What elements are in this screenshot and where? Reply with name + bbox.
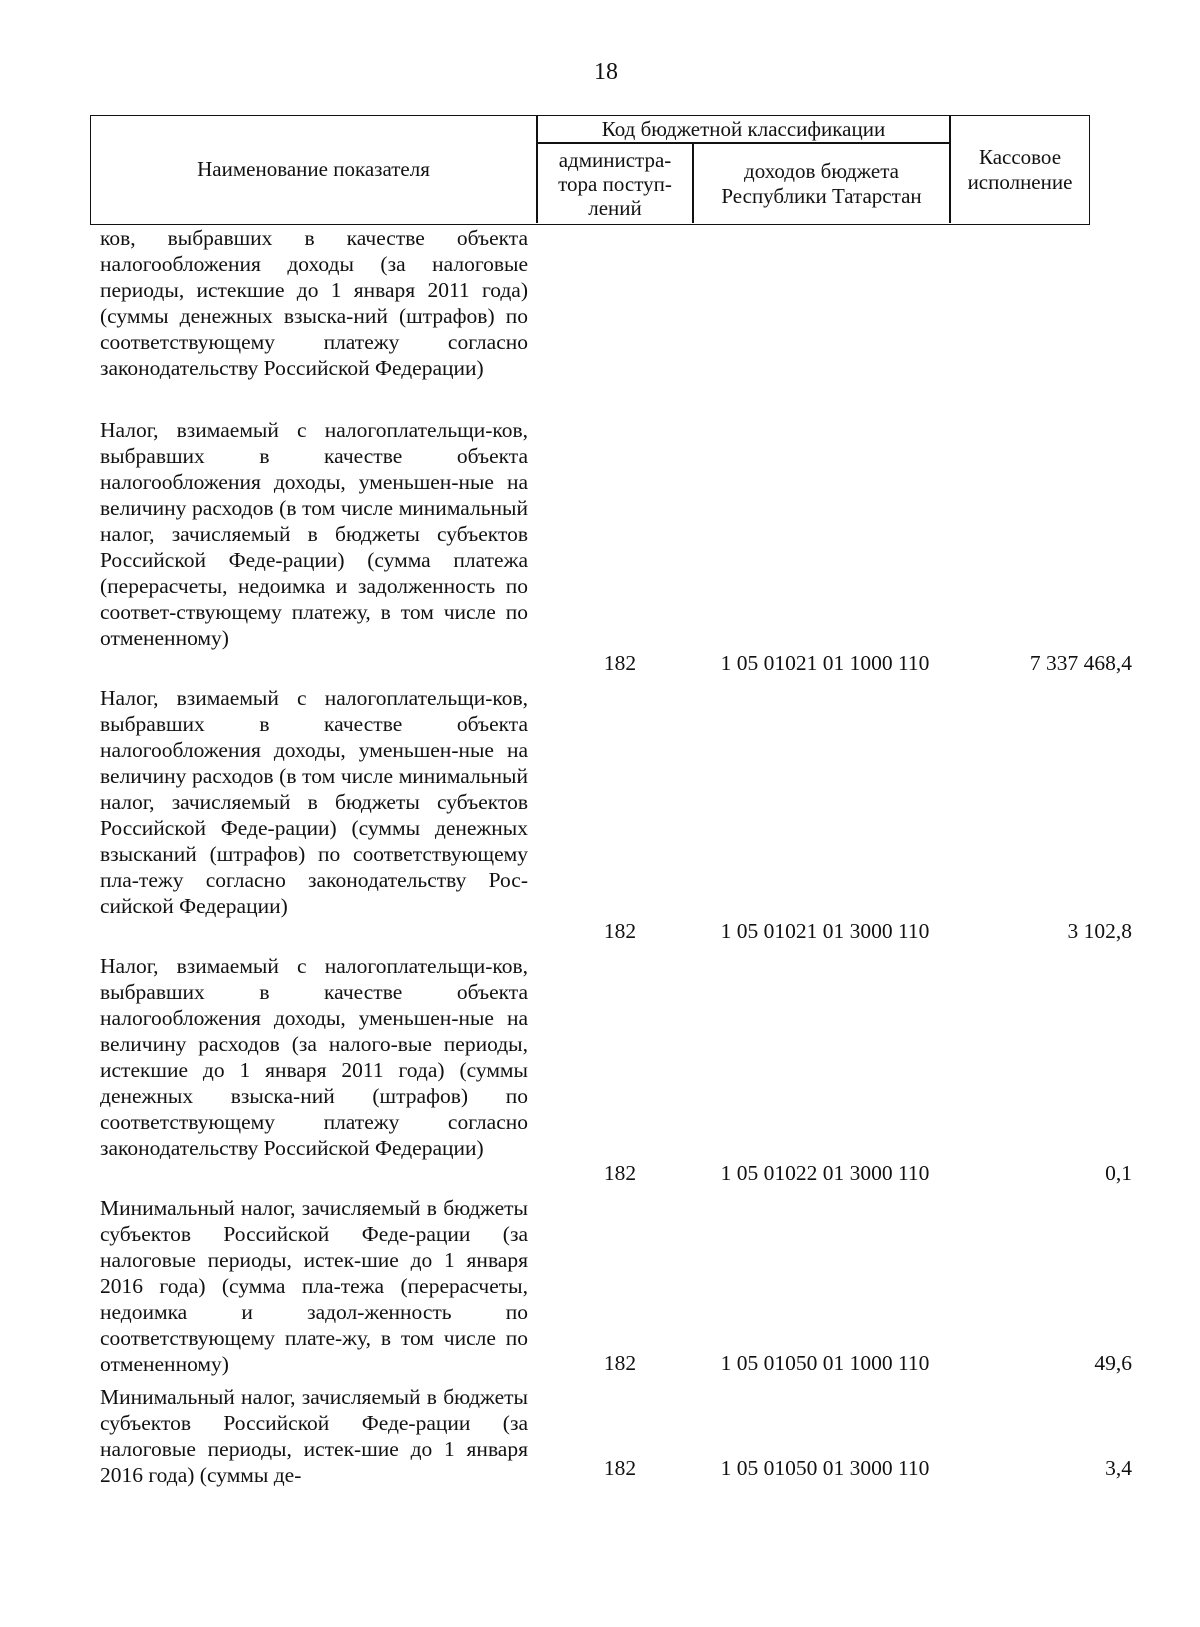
table-cell-income-code: 1 05 01021 01 3000 110 [720,919,930,943]
table-cell-administrator: 182 [603,651,637,675]
table-cell-amount: 0,1 [1105,1161,1132,1185]
table-cell-amount: 3,4 [1105,1456,1132,1480]
header-budget-classification: Код бюджетной классификации [601,116,886,141]
header-cash-execution: Кассовое исполнение [967,144,1073,194]
page-number: 18 [594,59,618,85]
table-cell-income-code: 1 05 01021 01 1000 110 [720,651,930,675]
table-row-description: Минимальный налог, зачисляемый в бюджеты субъектов Российской Феде-рации (за налоговые периоды, истек-шие до 1 января 2016 года) (сумма пла-тежа (перерасчеты, недоимка и задол-женность по соответствующему плате-жу, в том числе по отмененному) [100,1196,528,1376]
header-administrator: администра- тора поступ- лений [558,147,672,220]
table-cell-income-code: 1 05 01050 01 3000 110 [720,1456,930,1480]
table-row-description: ков, выбравших в качестве объекта налогообложения доходы (за налоговые периоды, истекшие до 1 января 2011 года) (суммы денежных взыска-ний (штрафов) по соответствующему платежу согласно законодательству Российской Федерации) [100,226,528,380]
header-income-code: доходов бюджета Республики Татарстан [721,158,922,208]
table-row-description: Налог, взимаемый с налогоплательщи-ков, выбравших в качестве объекта налогообложения доходы, уменьшен-ные на величину расходов (за налого-вые периоды, истекшие до 1 января 2011 года) (суммы денежных взыска-ний (штрафов) по соответствующему платежу согласно законодательству Российской Федерации) [100,954,528,1160]
header-name: Наименование показателя [197,157,430,181]
table-cell-income-code: 1 05 01050 01 1000 110 [720,1351,930,1375]
table-cell-administrator: 182 [603,1351,637,1375]
table-row-description: Налог, взимаемый с налогоплательщи-ков, выбравших в качестве объекта налогообложения доходы, уменьшен-ные на величину расходов (в том числе минимальный налог, зачисляемый в бюджеты субъектов Российской Феде-рации) (суммы денежных взысканий (штрафов) по соответствующему пла-тежу согласно законодательству Рос-сийской Федерации) [100,686,528,918]
table-cell-income-code: 1 05 01022 01 3000 110 [720,1161,930,1185]
table-cell-amount: 3 102,8 [1067,919,1132,943]
table-cell-administrator: 182 [603,1456,637,1480]
table-cell-administrator: 182 [603,1161,637,1185]
table-cell-amount: 49,6 [1094,1351,1132,1375]
table-cell-amount: 7 337 468,4 [1029,651,1132,675]
table-row-description: Минимальный налог, зачисляемый в бюджеты субъектов Российской Феде-рации (за налоговые периоды, истек-шие до 1 января 2016 года) (суммы де- [100,1385,528,1487]
table-row-description: Налог, взимаемый с налогоплательщи-ков, выбравших в качестве объекта налогообложения доходы, уменьшен-ные на величину расходов (в том числе минимальный налог, зачисляемый в бюджеты субъектов Российской Феде-рации) (сумма платежа (перерасчеты, недоимка и задолженность по соответ-ствующему платежу, в том числе по отмененному) [100,418,528,650]
table-cell-administrator: 182 [603,919,637,943]
table-header [90,115,1090,225]
